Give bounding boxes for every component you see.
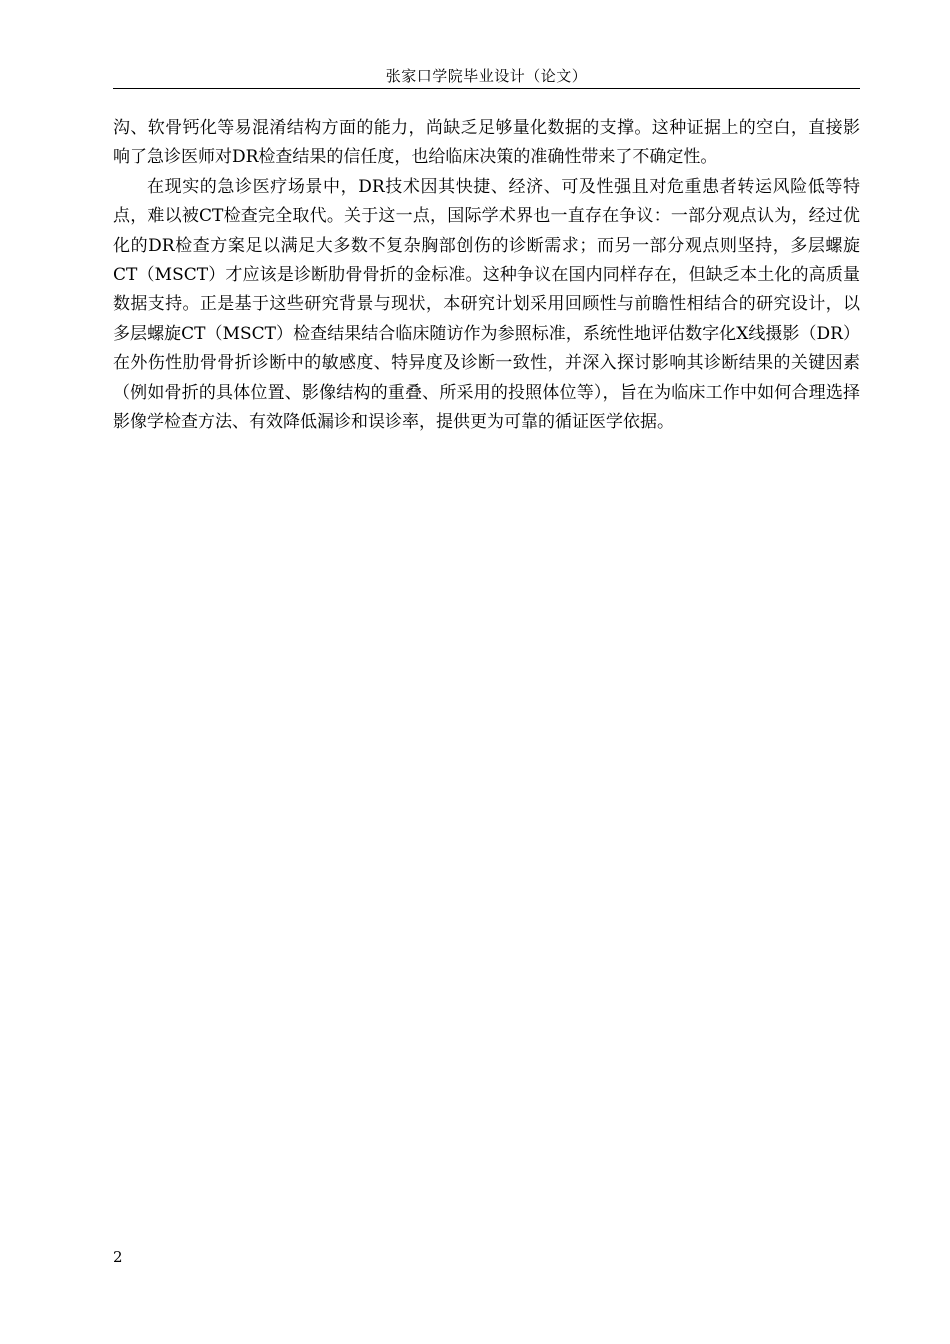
body-text [113, 114, 860, 437]
header-rule [113, 88, 860, 89]
page-number: 2 [113, 1248, 123, 1266]
paragraph-continued: 沟、软骨钙化等易混淆结构方面的能力，尚缺乏足够量化数据的支撑。这种证据上的空白，直接影响了急诊医师对DR检查结果的信任度，也给临床决策的准确性带来了不确定性。 [113, 118, 860, 168]
paragraph-research-background: 在现实的急诊医疗场景中，DR技术因其快捷、经济、可及性强且对危重患者转运风险低等特点，难以被CT检查完全取代。关于这一点，国际学术界也一直存在争议：一部分观点认为，经过优化的DR检查方案足以满足大多数不复杂胸部创伤的诊断需求；而另一部分观点则坚持，多层螺旋CT（MSCT）才应该是诊断肋骨骨折的金标准。这种争议在国内同样存在，但缺乏本土化的高质量数据支持。正是基于这些研究背景与现状，本研究计划采用回顾性与前瞻性相结合的研究设计，以多层螺旋CT（MSCT）检查结果结合临床随访作为参照标准，系统性地评估数字化X线摄影（DR）在外伤性肋骨骨折诊断中的敏感度、特异度及诊断一致性，并深入探讨影响其诊断结果的关键因素（例如骨折的具体位置、影像结构的重叠、所采用的投照体位等），旨在为临床工作中如何合理选择影像学检查方法、有效降低漏诊和误诊率，提供更为可靠的循证医学依据。 [113, 176, 860, 433]
running-header: 张家口学院毕业设计（论文） [385, 67, 588, 85]
